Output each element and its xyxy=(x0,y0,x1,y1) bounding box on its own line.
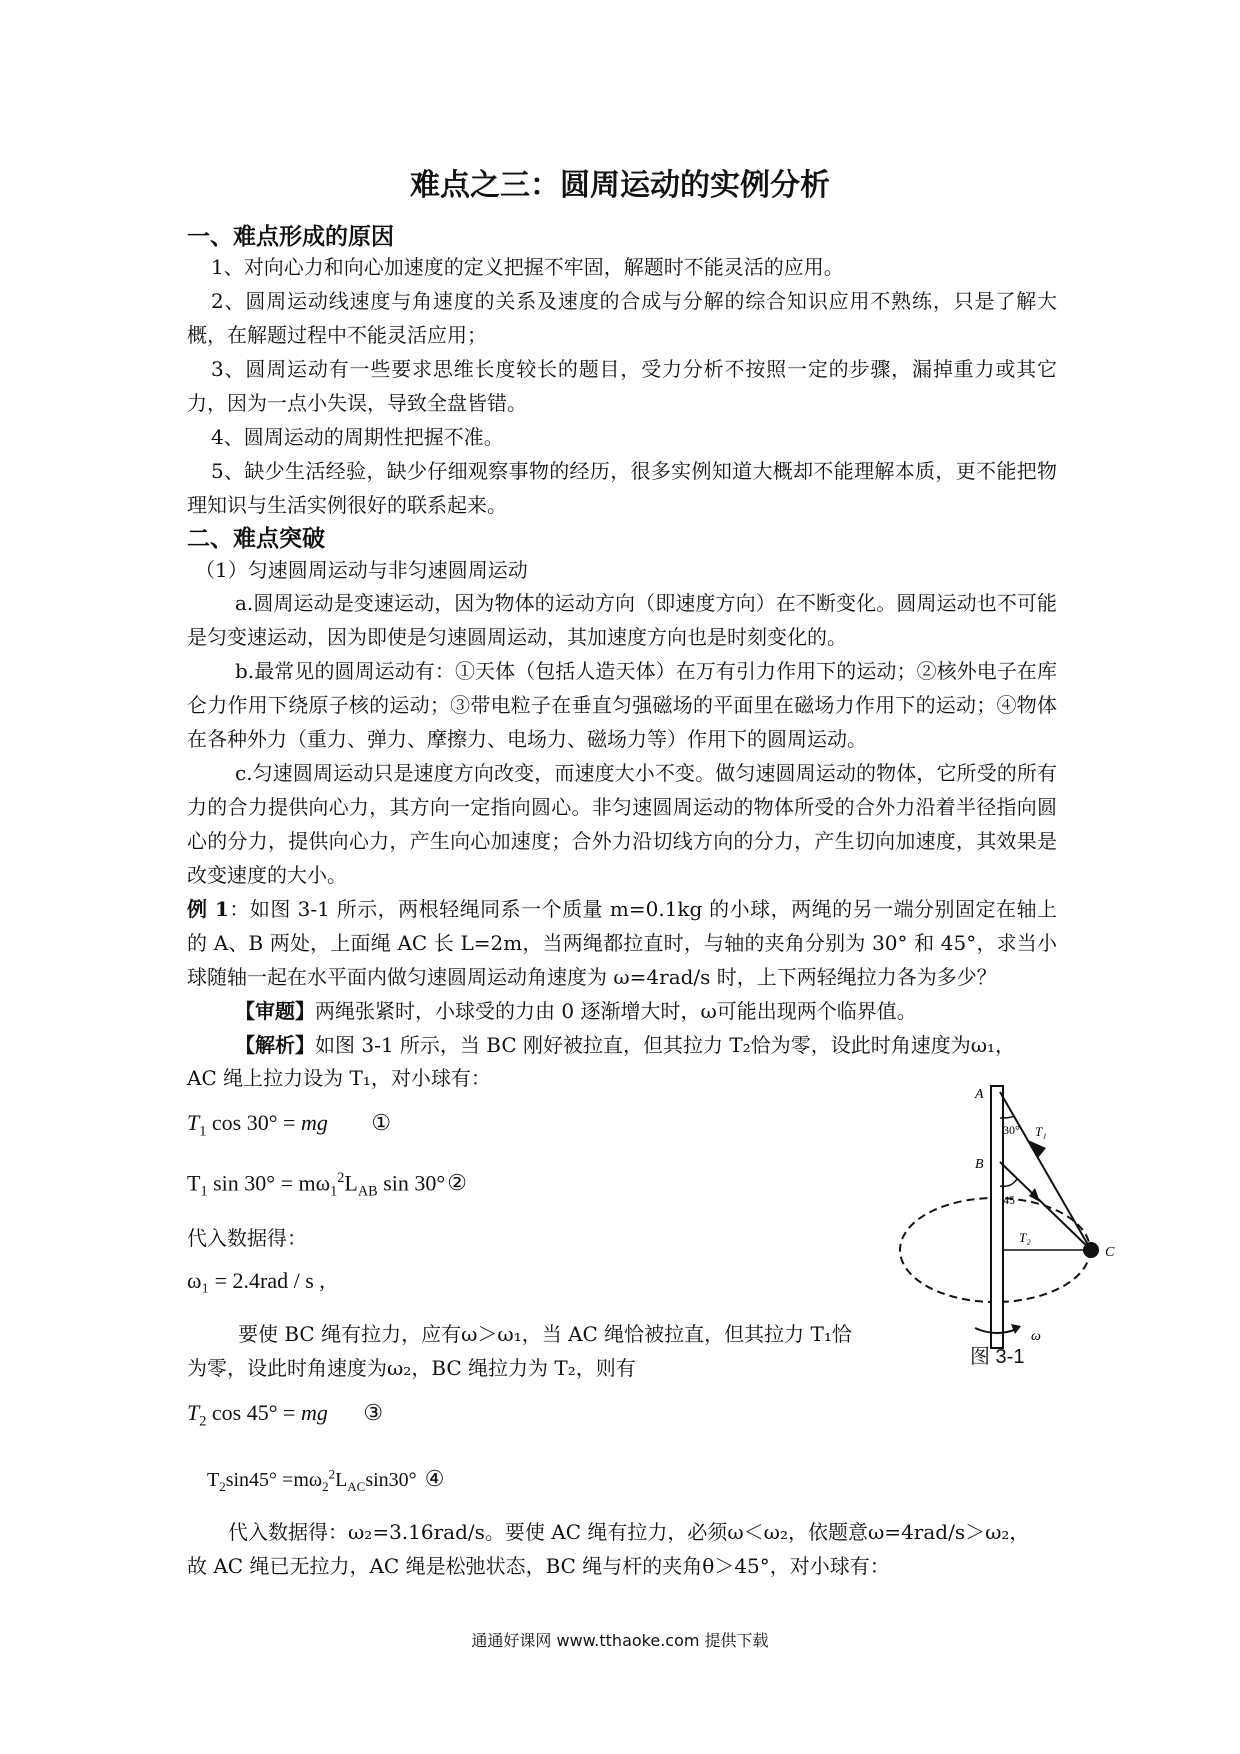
t1-arrow xyxy=(1028,1140,1046,1158)
final-line-2: 故 AC 绳已无拉力，AC 绳是松弛状态，BC 绳与杆的夹角θ＞45°，对小球有： xyxy=(187,1554,890,1578)
paragraph-b: b.最常见的圆周运动有：①天体（包括人造天体）在万有引力作用下的运动；②核外电子在库仑力作用下绕原子核的运动；③带电粒子在垂直匀强磁场的平面里在磁场力作用下的运动；④物体在各种外力（重力、弹力、摩擦力、电场力、磁场力等）作用下的圆周运动。 xyxy=(187,659,1057,751)
page-footer: 通通好课网 www.tthaoke.com 提供下载 xyxy=(471,1631,769,1650)
t2-arrow xyxy=(1029,1188,1040,1202)
reason-item-3: 3、圆周运动有一些要求思维长度较长的题目，受力分析不按照一定的步骤，漏掉重力或其它力，因为一点小失误，导致全盘皆错。 xyxy=(187,357,1057,415)
final-line-1: 代入数据得：ω₂=3.16rad/s。要使 AC 绳有拉力，必须ω＜ω₂，依题意ω=4rad/s＞ω₂， xyxy=(228,1520,1030,1544)
reason-item-2: 2、圆周运动线速度与角速度的关系及速度的合成与分解的综合知识应用不熟练，只是了解大概，在解题过程中不能灵活应用； xyxy=(187,289,1057,347)
equation-4-mark: ④ xyxy=(424,1466,445,1491)
jiexi-text-line2: AC 绳上拉力设为 T₁，对小球有： xyxy=(187,1066,491,1090)
reason-item-4: 4、圆周运动的周期性把握不准。 xyxy=(211,425,504,449)
paragraph-a: a.圆周运动是变速运动，因为物体的运动方向（即速度方向）在不断变化。圆周运动也不可能是匀变速运动，因为即使是匀速圆周运动，其加速度方向也是时刻变化的。 xyxy=(187,591,1057,649)
section1-heading: 一、难点形成的原因 xyxy=(187,224,394,250)
reason-item-5: 5、缺少生活经验，缺少仔细观察事物的经历，很多实例知道大概却不能理解本质，更不能把物理知识与生活实例很好的联系起来。 xyxy=(187,459,1057,517)
equation-1: $T_1$ cos 30° = mg ① xyxy=(187,1110,392,1140)
rotation-axis-rod xyxy=(991,1086,1003,1348)
example-label: 例 1 xyxy=(187,897,229,921)
jiexi-label: 【解析】 xyxy=(235,1033,315,1057)
jiexi-paragraph xyxy=(187,1028,1057,1062)
label-a: A xyxy=(975,1087,984,1102)
equation-1-mark: ① xyxy=(371,1110,392,1135)
label-omega: ω xyxy=(1031,1329,1041,1344)
section2-heading: 二、难点突破 xyxy=(187,526,325,552)
label-angle-30: 30° xyxy=(1003,1123,1020,1137)
paragraph-c: c.匀速圆周运动只是速度方向改变，而速度大小不变。做匀速圆周运动的物体，它所受的所有力的合力提供向心力，其方向一定指向圆心。非匀速圆周运动的物体所受的合外力沿着半径指向圆心的分力，提供向心力，产生向心加速度；合外力沿切线方向的分力，产生切向加速度，其效果是改变速度的大小。 xyxy=(187,761,1057,887)
equation-3: $T_2$ cos 45° = mg ③ xyxy=(187,1400,384,1430)
equation-4: $T_2\sin 45^\circ =m\omega_2^2L_{AC}\sin 30^\circ$ ④ xyxy=(207,1466,445,1494)
bc-paragraph-line2: 为零，设此时角速度为ω₂，BC 绳拉力为 T₂，则有 xyxy=(187,1356,636,1380)
page-title: 难点之三：圆周运动的实例分析 xyxy=(410,168,830,203)
label-t1: T₁ xyxy=(1035,1124,1047,1139)
example-text: ：如图 3-1 所示，两根轻绳同系一个质量 m=0.1kg 的小球，两绳的另一端分别固定在轴上的 A、B 两处，上面绳 AC 长 L=2m，当两绳都拉直时，与轴的夹角分别为 30° 和 45°，求当小球随轴一起在水平面内做匀速圆周运动角速度为 ω=4rad/s 时，上下两轻绳拉力各为多少？ xyxy=(187,897,1057,989)
label-c: C xyxy=(1105,1245,1115,1260)
equation-2: $T_1$ $\sin 30^\circ = m\omega_1^2L_{AB}$ sin 30°② xyxy=(187,1170,467,1200)
figure-caption: 图 3-1 xyxy=(970,1346,1025,1368)
shenti-text: 两绳张紧时，小球受的力由 0 逐渐增大时，ω可能出现两个临界值。 xyxy=(315,999,917,1023)
reason-item-1: 1、对向心力和向心加速度的定义把握不牢固，解题时不能灵活的应用。 xyxy=(211,255,844,279)
shenti-paragraph xyxy=(187,994,1057,1028)
jiexi-text: 如图 3-1 所示，当 BC 刚好被拉直，但其拉力 T₂恰为零，设此时角速度为ω₁， xyxy=(315,1033,1016,1057)
substitute-label: 代入数据得： xyxy=(187,1226,307,1250)
section2-subheading: （1）匀速圆周运动与非匀速圆周运动 xyxy=(195,558,528,582)
label-angle-45: 45 xyxy=(1003,1193,1015,1207)
equation-3-mark: ③ xyxy=(363,1400,384,1425)
example-1 xyxy=(187,892,1057,994)
equation-2-mark: ② xyxy=(447,1170,467,1196)
bc-paragraph-line1: 要使 BC 绳有拉力，应有ω＞ω₁，当 AC 绳恰被拉直，但其拉力 T₁恰 xyxy=(238,1322,852,1346)
label-t2: T₂ xyxy=(1019,1230,1031,1245)
result-omega1: ω₁ = 2.4rad / s , xyxy=(187,1268,325,1293)
shenti-label: 【审题】 xyxy=(235,999,315,1023)
figure-3-1 xyxy=(895,1078,1155,1358)
label-b: B xyxy=(975,1157,984,1172)
ball-c xyxy=(1083,1242,1099,1258)
omega-arrowhead xyxy=(1011,1324,1021,1334)
